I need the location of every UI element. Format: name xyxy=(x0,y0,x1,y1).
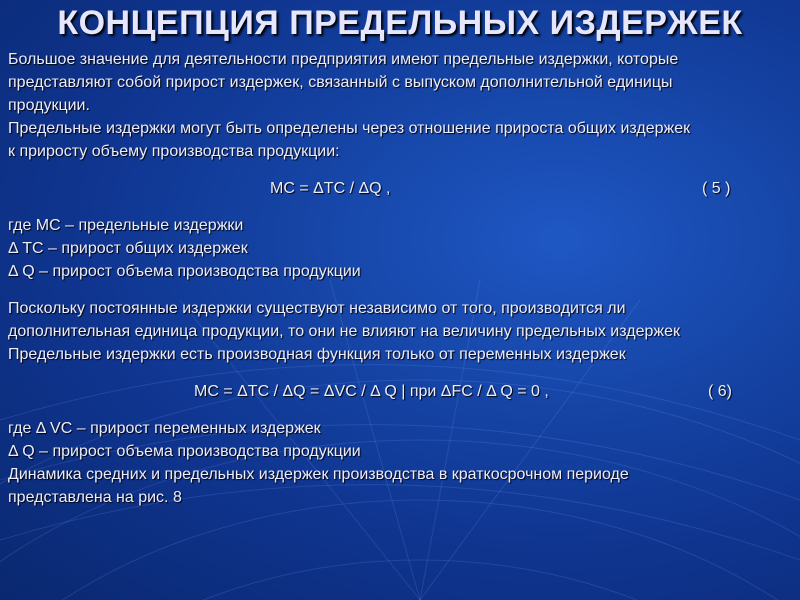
where-line-mc: где МС – предельные издержки xyxy=(8,217,244,234)
slide-title: КОНЦЕПЦИЯ ПРЕДЕЛЬНЫХ ИЗДЕРЖЕК xyxy=(57,4,743,42)
paragraph-1-line-1: Большое значение для деятельности предприятия имеют предельные издержки, которые xyxy=(8,51,679,68)
formula-6-expression: MC = ΔTC / ΔQ = ΔVC / Δ Q | при ΔFC / Δ Q = 0 , xyxy=(194,383,549,400)
paragraph-3-line-3: Предельные издержки есть производная функция только от переменных издержек xyxy=(8,346,626,363)
paragraph-4-line-1: Динамика средних и предельных издержек производства в краткосрочном периоде xyxy=(8,466,629,483)
formula-5 xyxy=(8,177,790,200)
paragraph-4-line-2: представлена на рис. 8 xyxy=(8,489,182,506)
slide-body xyxy=(8,48,790,509)
formula-5-expression: MC = ΔTC / ΔQ , xyxy=(270,180,391,197)
paragraph-1-line-2: представляют собой прирост издержек, связанный с выпуском дополнительной единицы xyxy=(8,74,673,91)
paragraph-3-line-1: Поскольку постоянные издержки существуют независимо от того, производится ли xyxy=(8,300,626,317)
formula-5-number: ( 5 ) xyxy=(702,180,731,197)
formula-6 xyxy=(8,380,790,403)
paragraph-2-line-1: Предельные издержки могут быть определены через отношение прироста общих издержек xyxy=(8,120,691,137)
paragraph-2-line-2: к приросту объему производства продукции: xyxy=(8,143,340,160)
paragraph-3-line-2: дополнительная единица продукции, то они не влияют на величину предельных издержек xyxy=(8,323,680,340)
where-line-q: Δ Q – прирост объема производства продукции xyxy=(8,263,361,280)
paragraph-1-line-3: продукции. xyxy=(8,97,90,114)
formula-6-number: ( 6) xyxy=(708,383,732,400)
where-line-vc: где Δ VC – прирост переменных издержек xyxy=(8,420,321,437)
where-line-q-2: Δ Q – прирост объема производства продукции xyxy=(8,443,361,460)
where-line-tc: Δ ТС – прирост общих издержек xyxy=(8,240,248,257)
